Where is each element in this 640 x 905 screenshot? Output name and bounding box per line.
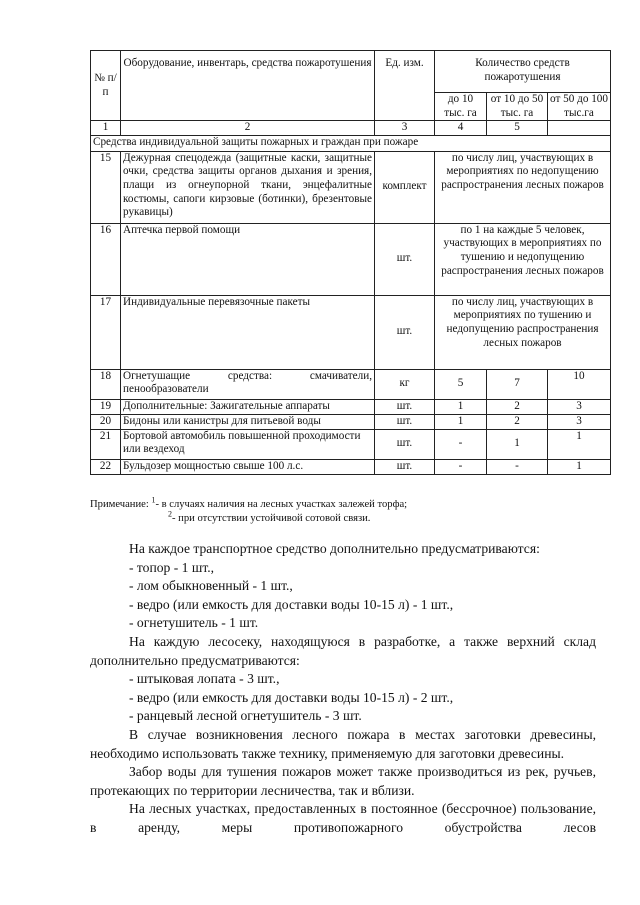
row-name: Аптечка первой помощи: [121, 223, 375, 295]
section-row: [91, 135, 611, 151]
row-q3: 3: [548, 399, 611, 414]
column-number-row: [91, 121, 611, 136]
row-quantity-text: по 1 на каждые 5 человек, участвующих в мероприятиях по тушению и недопущению распространения лесных пожаров: [435, 223, 611, 295]
row-q2: -: [487, 459, 548, 474]
header-equipment: Оборудование, инвентарь, средства пожаротушения: [121, 51, 375, 121]
paragraph: На каждую лесосеку, находящуюся в разработке, а также верхний склад дополнительно предусматриваются:: [90, 633, 596, 668]
header-unit: Ед. изм.: [375, 51, 435, 121]
row-num: 19: [91, 399, 121, 414]
table-row: [91, 369, 611, 399]
row-unit: шт.: [375, 295, 435, 369]
row-unit: кг: [375, 369, 435, 399]
list-item: - штыковая лопата - 3 шт.,: [129, 671, 280, 687]
header-from-50: от 50 до 100 тыс.га: [548, 93, 611, 121]
col-number: 5: [487, 121, 548, 136]
row-q3: 3: [548, 414, 611, 429]
row-q3: 10: [548, 369, 611, 399]
row-num: 20: [91, 414, 121, 429]
row-q2: 7: [487, 369, 548, 399]
body-text: [90, 540, 596, 838]
col-number: 3: [375, 121, 435, 136]
table-row: [91, 399, 611, 414]
header-10-50: от 10 до 50 тыс. га: [487, 93, 548, 121]
list-item: - огнетушитель - 1 шт.: [129, 615, 259, 631]
row-name: Дежурная спецодежда (защитные каски, защитные очки, средства защиты органов дыхания и зрения, плащи из огнеупорной ткани, энцефалитные костюмы, сапоги кирзовые (ботинки), брезентовые рукавицы): [121, 151, 375, 223]
row-q2: 1: [487, 429, 548, 459]
row-num: 22: [91, 459, 121, 474]
note-sup-2: 2: [168, 509, 172, 519]
row-name: Огнетушащие средства: смачиватели, пенообразователи: [121, 369, 375, 399]
row-name: Бидоны или канистры для питьевой воды: [121, 414, 375, 429]
header-quantity: Количество средств пожаротушения: [435, 51, 611, 93]
row-num: 17: [91, 295, 121, 369]
note-label: Примечание:: [90, 499, 149, 510]
paragraph: На лесных участках, предоставленных в постоянное (бессрочное) пользование, в аренду, меры противопожарного обустройства лесов: [90, 801, 596, 835]
note-text-2: - при отсутствии устойчивой сотовой связи.: [172, 513, 371, 524]
header-num: № п/п: [91, 51, 121, 121]
row-q3: 1: [548, 429, 611, 459]
col-number: 2: [121, 121, 375, 136]
table-row: [91, 295, 611, 369]
table-row: [91, 429, 611, 459]
list-item: - ведро (или емкость для доставки воды 10-15 л) - 1 шт.,: [129, 596, 454, 612]
row-q2: 2: [487, 414, 548, 429]
list-item: - ранцевый лесной огнетушитель - 3 шт.: [129, 708, 362, 724]
row-num: 21: [91, 429, 121, 459]
paragraph: В случае возникновения лесного пожара в местах заготовки древесины, необходимо использовать также технику, применяемую для заготовки древесины.: [90, 726, 596, 761]
equipment-table: [90, 50, 611, 475]
section-title: Средства индивидуальной защиты пожарных и граждан при пожаре: [91, 135, 611, 151]
table-header-row: [91, 51, 611, 93]
row-name: Дополнительные: Зажигательные аппараты: [121, 399, 375, 414]
row-name: Бульдозер мощностью свыше 100 л.с.: [121, 459, 375, 474]
row-unit: комплект: [375, 151, 435, 223]
col-number: 1: [91, 121, 121, 136]
row-q1: -: [435, 459, 487, 474]
row-q1: -: [435, 429, 487, 459]
row-name: Бортовой автомобиль повышенной проходимости или вездеход: [121, 429, 375, 459]
paragraph: На каждое транспортное средство дополнительно предусматриваются:: [129, 541, 540, 556]
note-line-2: [90, 509, 610, 526]
row-unit: шт.: [375, 429, 435, 459]
table-row: [91, 151, 611, 223]
row-unit: шт.: [375, 399, 435, 414]
table-row: [91, 223, 611, 295]
row-q1: 1: [435, 399, 487, 414]
row-unit: шт.: [375, 223, 435, 295]
col-number: 4: [435, 121, 487, 136]
row-quantity-text: по числу лиц, участвующих в мероприятиях по тушению и недопущению распространения лесных пожаров: [435, 295, 611, 369]
paragraph: Забор воды для тушения пожаров может также производиться из рек, ручьев, протекающих по территории лесничества, так и вблизи.: [90, 764, 596, 798]
table-row: [91, 459, 611, 474]
list-item: - ведро (или емкость для доставки воды 10-15 л) - 2 шт.,: [129, 689, 454, 705]
row-q1: 1: [435, 414, 487, 429]
list-item: - топор - 1 шт.,: [129, 559, 215, 575]
row-name: Индивидуальные перевязочные пакеты: [121, 295, 375, 369]
note-text-1: - в случаях наличия на лесных участках залежей торфа;: [155, 499, 408, 510]
row-num: 18: [91, 369, 121, 399]
list-item: - лом обыкновенный - 1 шт.,: [129, 578, 293, 594]
row-unit: шт.: [375, 459, 435, 474]
col-number-empty: [548, 121, 611, 136]
row-unit: шт.: [375, 414, 435, 429]
row-q1: 5: [435, 369, 487, 399]
row-num: 15: [91, 151, 121, 223]
row-q3: 1: [548, 459, 611, 474]
table-note: [90, 495, 610, 526]
row-num: 16: [91, 223, 121, 295]
row-quantity-text: по числу лиц, участвующих в мероприятиях по недопущению распространения лесных пожаров: [435, 151, 611, 223]
table-row: [91, 414, 611, 429]
row-q2: 2: [487, 399, 548, 414]
note-sup-1: 1: [151, 495, 156, 505]
header-up-to-10: до 10 тыс. га: [435, 93, 487, 121]
